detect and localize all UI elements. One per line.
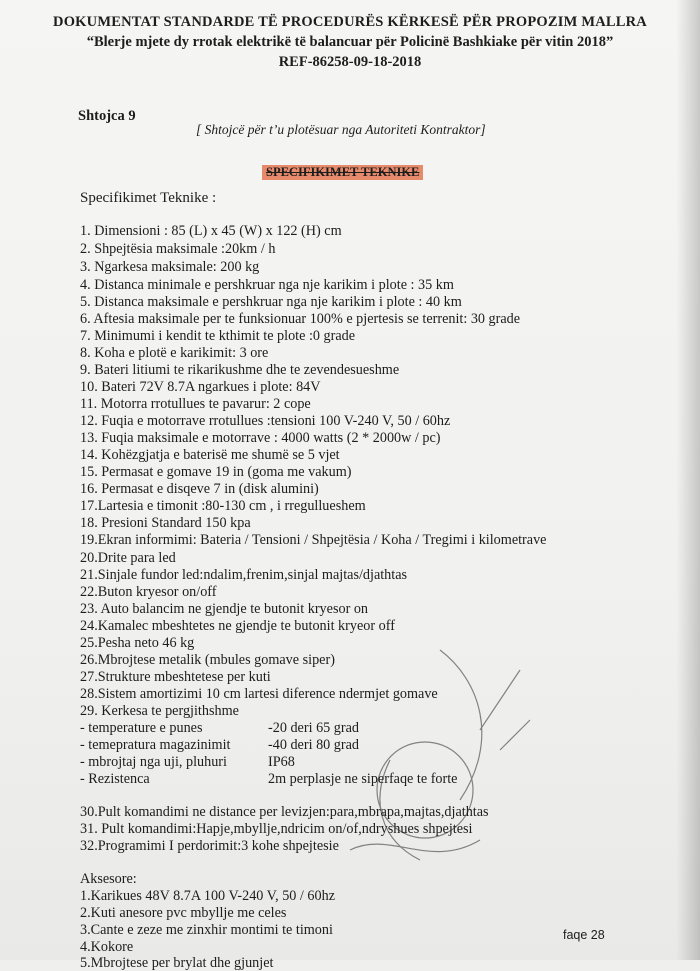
list-item: 25.Pesha neto 46 kg bbox=[80, 635, 195, 651]
list-item: 7. Minimumi i kendit te kthimit te plote :0 grade bbox=[80, 328, 356, 344]
list-item: 3. Ngarkesa maksimale: 200 kg bbox=[80, 259, 260, 275]
requirement-label: - temperature e punes bbox=[80, 720, 203, 736]
list-item: 32.Programimi I perdorimit:3 kohe shpejtesie bbox=[80, 838, 339, 854]
list-item: 16. Permasat e disqeve 7 in (disk alumini) bbox=[80, 481, 319, 497]
document-header-subject: “Blerje mjete dy rrotak elektrikë të balancuar për Policinë Bashkiake për vitin 2018” bbox=[86, 34, 614, 50]
requirement-label: - temepratura magazinimit bbox=[80, 737, 231, 753]
accessory-item: 1.Karikues 48V 8.7A 100 V-240 V, 50 / 60hz bbox=[80, 888, 335, 904]
list-item: 10. Bateri 72V 8.7A ngarkues i plote: 84V bbox=[80, 379, 321, 395]
document-header-title: DOKUMENTAT STANDARDE TË PROCEDURËS KËRKESË PËR PROPOZIM MALLRA bbox=[53, 14, 647, 30]
requirement-value: -20 deri 65 grad bbox=[268, 720, 360, 736]
list-item: 15. Permasat e gomave 19 in (goma me vakum) bbox=[80, 464, 352, 480]
list-item: 21.Sinjale fundor led:ndalim,frenim,sinjal majtas/djathtas bbox=[80, 567, 408, 583]
accessories-title: Aksesore: bbox=[80, 871, 137, 887]
requirement-label: - Rezistenca bbox=[80, 771, 150, 787]
annex-note: [ Shtojcë për t’u plotësuar nga Autoriteti Kontraktor] bbox=[196, 122, 486, 137]
list-item: 24.Kamalec mbeshtetes ne gjendje te butonit kryeor off bbox=[80, 618, 395, 634]
requirement-value: IP68 bbox=[268, 754, 295, 770]
annex-title: Shtojca 9 bbox=[78, 108, 136, 124]
page-number: faqe 28 bbox=[563, 928, 605, 942]
spec-intro: Specifikimet Teknike : bbox=[80, 190, 217, 206]
requirement-label: - mbrojtaj nga uji, pluhuri bbox=[80, 754, 227, 770]
list-item: 30.Pult komandimi ne distance per levizjen:para,mbrapa,majtas,djathtas bbox=[80, 804, 489, 820]
list-item: 27.Strukture mbeshtetese per kuti bbox=[80, 669, 271, 685]
list-item: 23. Auto balancim ne gjendje te butonit kryesor on bbox=[80, 601, 369, 617]
accessory-item: 3.Cante e zeze me zinxhir montimi te timoni bbox=[80, 922, 333, 938]
list-item: 1. Dimensioni : 85 (L) x 45 (W) x 122 (H) cm bbox=[80, 223, 342, 239]
list-item: 9. Bateri litiumi te rikarikushme dhe te zevendesueshme bbox=[80, 362, 400, 378]
list-item: 8. Koha e plotë e karikimit: 3 ore bbox=[80, 345, 269, 361]
list-item: 17.Lartesia e timonit :80-130 cm , i rregullueshem bbox=[80, 498, 366, 514]
list-item: 29. Kerkesa te pergjithshme bbox=[80, 703, 239, 719]
copy-stamp-watermark bbox=[330, 640, 550, 880]
list-item: 13. Fuqia maksimale e motorrave : 4000 watts (2 * 2000w / pc) bbox=[80, 430, 441, 446]
list-item: 31. Pult komandimi:Hapje,mbyllje,ndricim on/of,ndryshues shpejtesi bbox=[80, 821, 473, 837]
list-item: 11. Motorra rrotullues te pavarur: 2 cope bbox=[80, 396, 311, 412]
requirement-value: 2m perplasje ne siperfaqe te forte bbox=[268, 771, 458, 787]
list-item: 19.Ekran informimi: Bateria / Tensioni / Shpejtësia / Koha / Tregimi i kilometrave bbox=[80, 532, 547, 548]
list-item: 6. Aftesia maksimale per te funksionuar 100% e pjertesis se terrenit: 30 grade bbox=[80, 311, 521, 327]
list-item: 28.Sistem amortizimi 10 cm lartesi diference ndermjet gomave bbox=[80, 686, 438, 702]
list-item: 22.Buton kryesor on/off bbox=[80, 584, 217, 600]
accessory-item: 5.Mbrojtese per brylat dhe gjunjet bbox=[80, 955, 274, 971]
list-item: 20.Drite para led bbox=[80, 550, 176, 566]
accessory-item: 2.Kuti anesore pvc mbyllje me celes bbox=[80, 905, 287, 921]
list-item: 26.Mbrojtese metalik (mbules gomave siper) bbox=[80, 652, 335, 668]
page-edge-shadow bbox=[676, 0, 700, 960]
accessory-item: 4.Kokore bbox=[80, 939, 134, 955]
list-item: 5. Distanca maksimale e pershkruar nga nje karikim i plote : 40 km bbox=[80, 294, 462, 310]
requirement-value: -40 deri 80 grad bbox=[268, 737, 360, 753]
list-item: 2. Shpejtësia maksimale :20km / h bbox=[80, 241, 276, 257]
list-item: 18. Presioni Standard 150 kpa bbox=[80, 515, 251, 531]
spec-heading: SPECIFIKIMET TEKNIKE bbox=[262, 165, 423, 180]
document-header-ref: REF-86258-09-18-2018 bbox=[278, 54, 422, 70]
list-item: 14. Kohëzgjatja e baterisë me shumë se 5 vjet bbox=[80, 447, 340, 463]
list-item: 4. Distanca minimale e pershkruar nga nje karikim i plote : 35 km bbox=[80, 277, 454, 293]
list-item: 12. Fuqia e motorrave rrotullues :tensioni 100 V-240 V, 50 / 60hz bbox=[80, 413, 451, 429]
